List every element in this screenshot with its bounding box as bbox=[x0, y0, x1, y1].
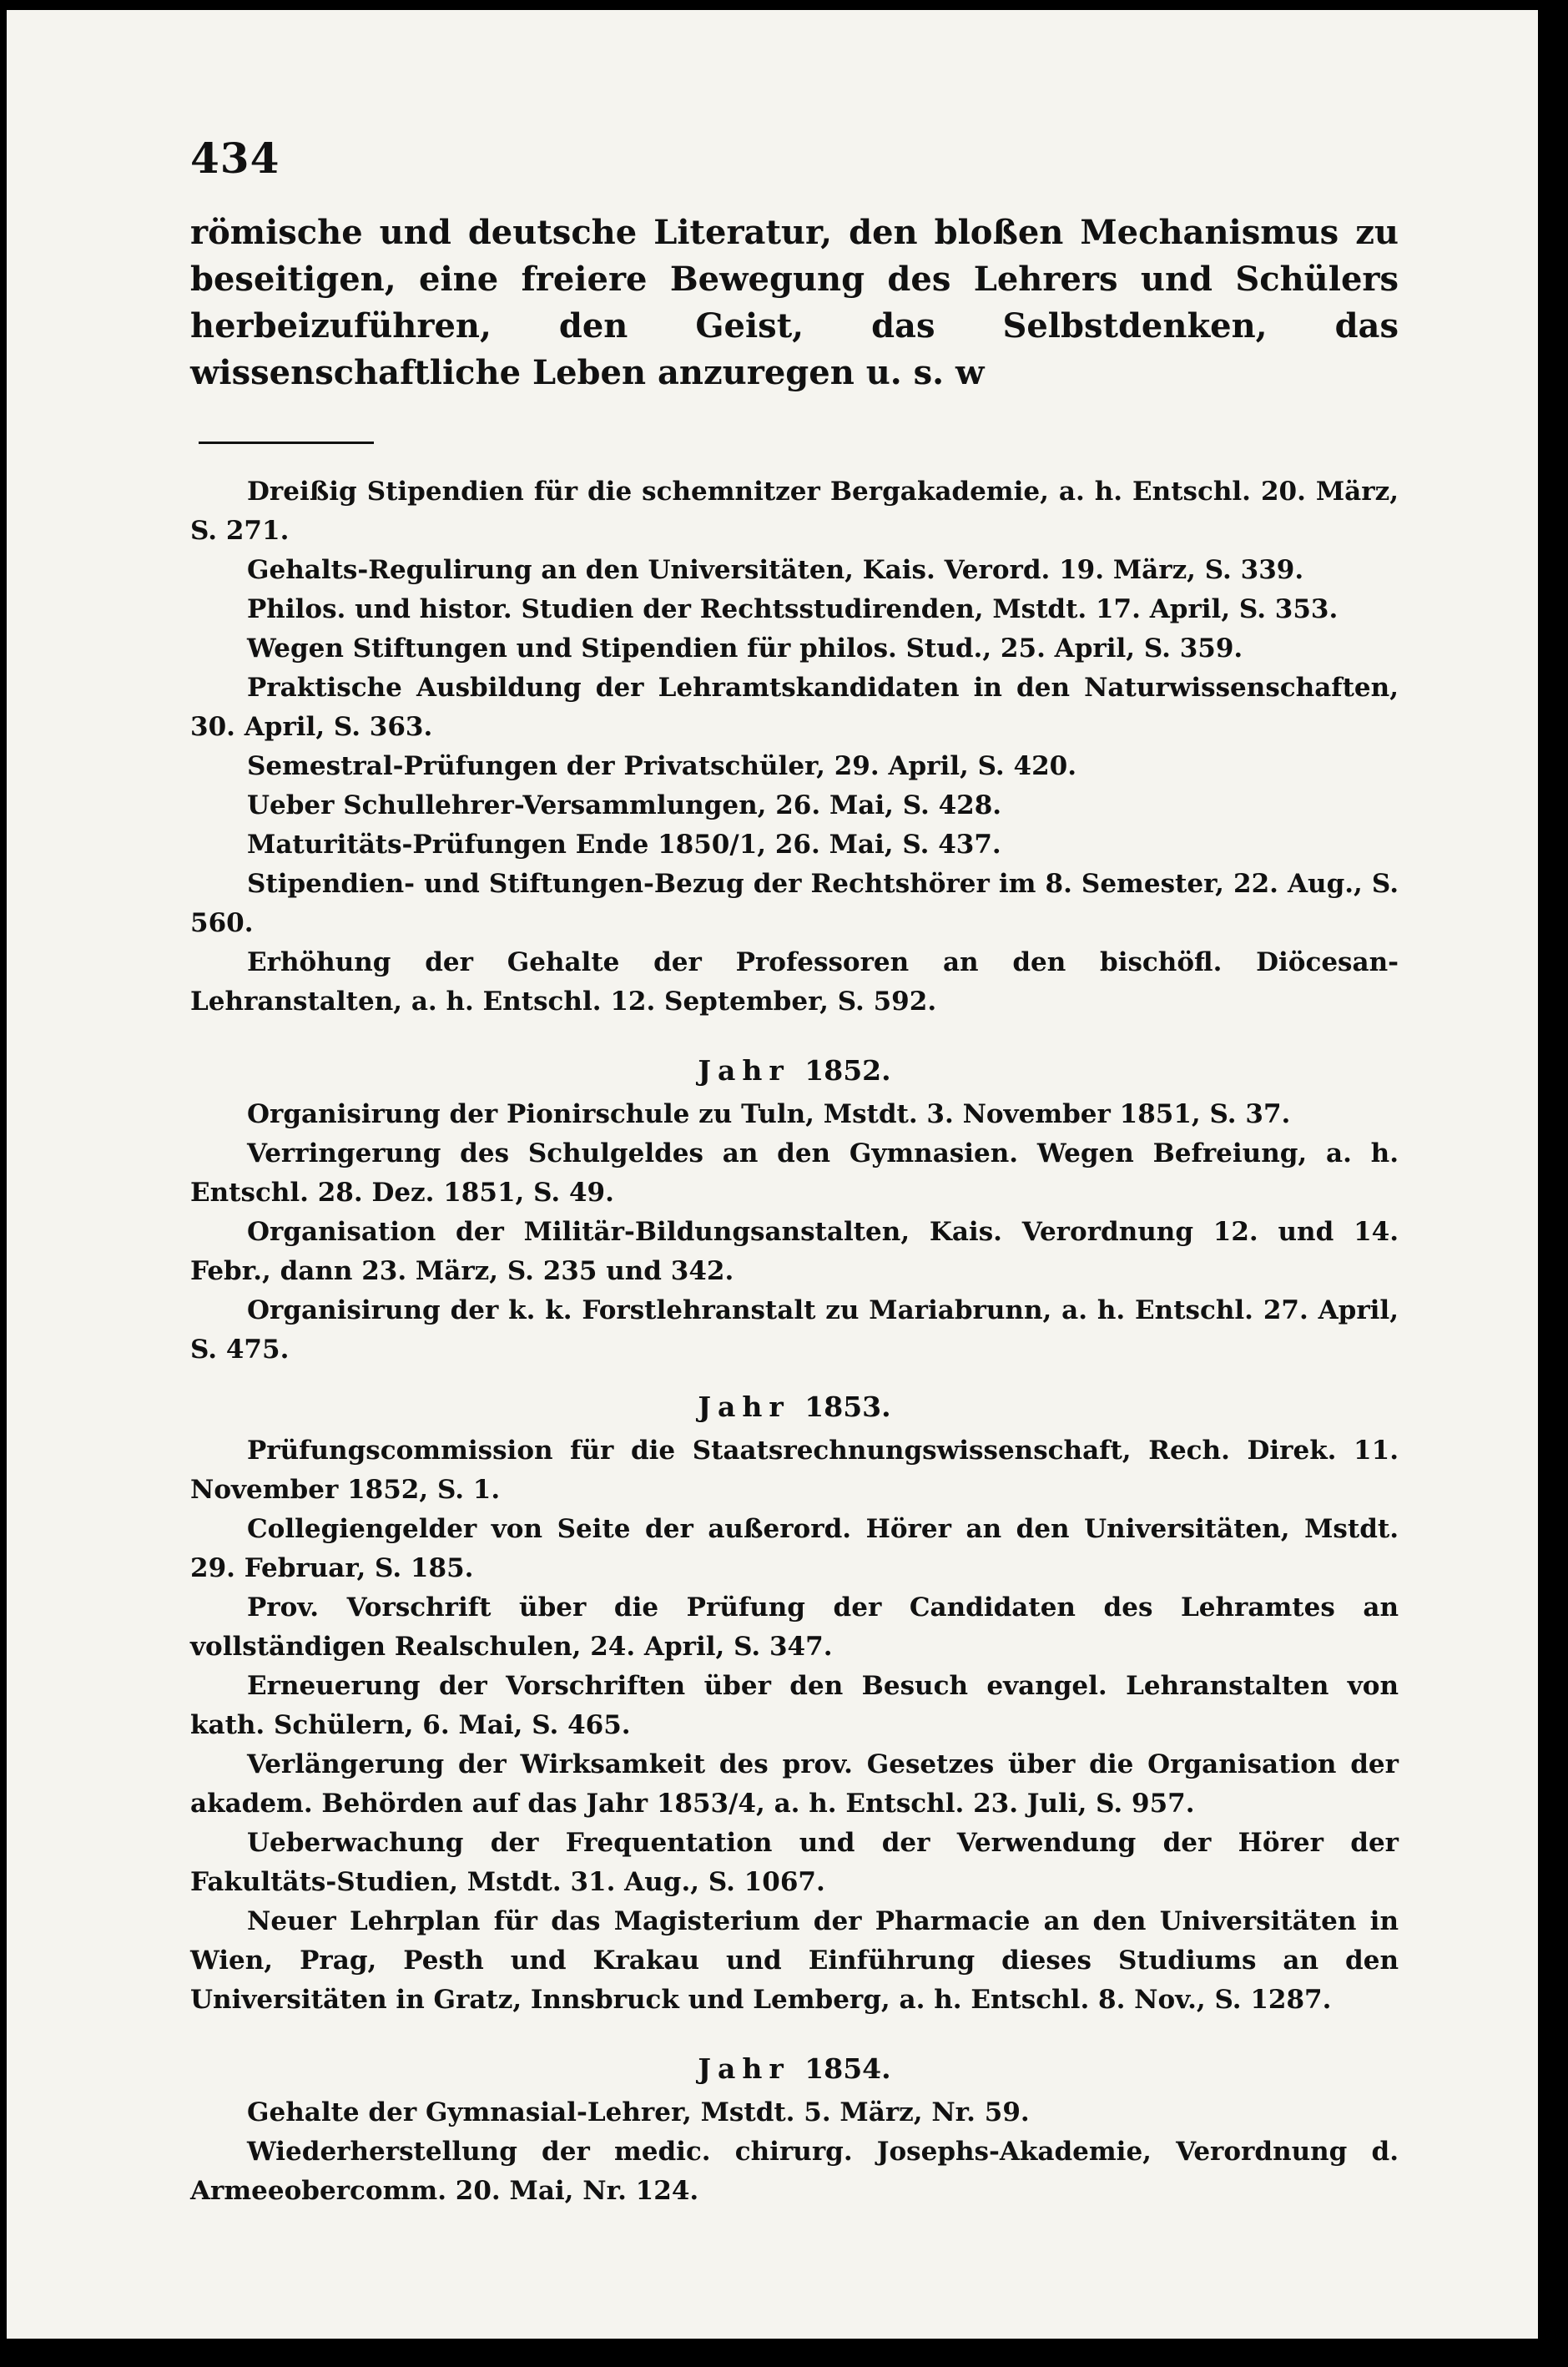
entry-1852: Verringerung des Schulgeldes an den Gymnasien. Wegen Befreiung, a. h. Entschl. 28. Dez. 1851, S. 49. bbox=[190, 1138, 1399, 1208]
entry-1851: Gehalts-Regulirung an den Universitäten, Kais. Verord. 19. März, S. 339. bbox=[247, 555, 1304, 585]
year-heading-1852 bbox=[190, 1050, 1399, 1092]
year-number: 1854. bbox=[804, 2052, 891, 2085]
year-heading-1853 bbox=[190, 1386, 1399, 1428]
page-content bbox=[190, 134, 1399, 2211]
entry-1852: Organisirung der Pionirschule zu Tuln, Mstdt. 3. November 1851, S. 37. bbox=[247, 1099, 1291, 1129]
year-word: Jahr bbox=[698, 1054, 790, 1087]
entry-1851: Dreißig Stipendien für die schemnitzer Bergakademie, a. h. Entschl. 20. März, S. 271. bbox=[190, 477, 1399, 546]
entry-1851: Stipendien- und Stiftungen-Bezug der Rechtshörer im 8. Semester, 22. Aug., S. 560. bbox=[190, 869, 1399, 938]
entry-1851: Maturitäts-Prüfungen Ende 1850/1, 26. Mai, S. 437. bbox=[247, 830, 1001, 860]
entry-1851: Praktische Ausbildung der Lehramtskandidaten in den Naturwissenschaften, 30. April, S. 363. bbox=[190, 673, 1399, 742]
entry-1851: Philos. und histor. Studien der Rechtsstudirenden, Mstdt. 17. April, S. 353. bbox=[247, 594, 1339, 624]
entries-1854-list bbox=[190, 2093, 1399, 2211]
entry-1851: Erhöhung der Gehalte der Professoren an den bischöfl. Diöcesan-Lehranstalten, a. h. Entschl. 12. September, S. 592. bbox=[190, 947, 1399, 1017]
separator-rule bbox=[199, 442, 374, 444]
entry-1854: Gehalte der Gymnasial-Lehrer, Mstdt. 5. März, Nr. 59. bbox=[247, 2097, 1030, 2127]
entry-1854: Wiederherstellung der medic. chirurg. Josephs-Akademie, Verordnung d. Armeeobercomm. 20. Mai, Nr. 124. bbox=[190, 2137, 1399, 2206]
entry-1853: Collegiengelder von Seite der außerord. Hörer an den Universitäten, Mstdt. 29. Februar, S. 185. bbox=[190, 1514, 1399, 1583]
entry-1852: Organisation der Militär-Bildungsanstalten, Kais. Verordnung 12. und 14. Febr., dann 23. März, S. 235 und 342. bbox=[190, 1217, 1399, 1286]
entry-1853: Prov. Vorschrift über die Prüfung der Candidaten des Lehramtes an vollständigen Realschulen, 24. April, S. 347. bbox=[190, 1592, 1399, 1662]
scanned-page bbox=[7, 10, 1538, 2339]
entry-1852: Organisirung der k. k. Forstlehranstalt zu Mariabrunn, a. h. Entschl. 27. April, S. 475. bbox=[190, 1295, 1399, 1365]
entries-1851-list bbox=[190, 472, 1399, 1022]
intro-paragraph: römische und deutsche Literatur, den bloßen Mechanismus zu beseitigen, eine freiere Bewegung des Lehrers und Schülers herbeizuführen, den Geist, das Selbstdenken, das wissenschaftliche Leben anzuregen u. s. w bbox=[190, 213, 1399, 392]
entry-1853: Erneuerung der Vorschriften über den Besuch evangel. Lehranstalten von kath. Schülern, 6. Mai, S. 465. bbox=[190, 1671, 1399, 1740]
year-word: Jahr bbox=[698, 1390, 790, 1423]
entry-1851: Semestral-Prüfungen der Privatschüler, 29. April, S. 420. bbox=[247, 751, 1077, 781]
entry-1853: Neuer Lehrplan für das Magisterium der Pharmacie an den Universitäten in Wien, Prag, Pesth und Krakau und Einführung dieses Studiums an den Universitäten in Gratz, Innsbruck und Lemberg, a. h. Entschl. 8. Nov., S. 1287. bbox=[190, 1906, 1399, 2015]
entry-1853: Verlängerung der Wirksamkeit des prov. Gesetzes über die Organisation der akadem. Behörden auf das Jahr 1853/4, a. h. Entschl. 23. Juli, S. 957. bbox=[190, 1749, 1399, 1819]
year-word: Jahr bbox=[698, 2052, 790, 2085]
entry-1853: Ueberwachung der Frequentation und der Verwendung der Hörer der Fakultäts-Studien, Mstdt. 31. Aug., S. 1067. bbox=[190, 1828, 1399, 1897]
year-heading-1854 bbox=[190, 2048, 1399, 2090]
entry-1853: Prüfungscommission für die Staatsrechnungswissenschaft, Rech. Direk. 11. November 1852, S. 1. bbox=[190, 1436, 1399, 1505]
entries-1852-list bbox=[190, 1095, 1399, 1370]
year-number: 1852. bbox=[804, 1054, 891, 1087]
entries-1853-list bbox=[190, 1431, 1399, 2020]
year-number: 1853. bbox=[804, 1390, 891, 1423]
entry-1851: Ueber Schullehrer-Versammlungen, 26. Mai, S. 428. bbox=[247, 790, 1002, 820]
entry-1851: Wegen Stiftungen und Stipendien für philos. Stud., 25. April, S. 359. bbox=[247, 633, 1243, 664]
page-number: 434 bbox=[190, 134, 280, 183]
